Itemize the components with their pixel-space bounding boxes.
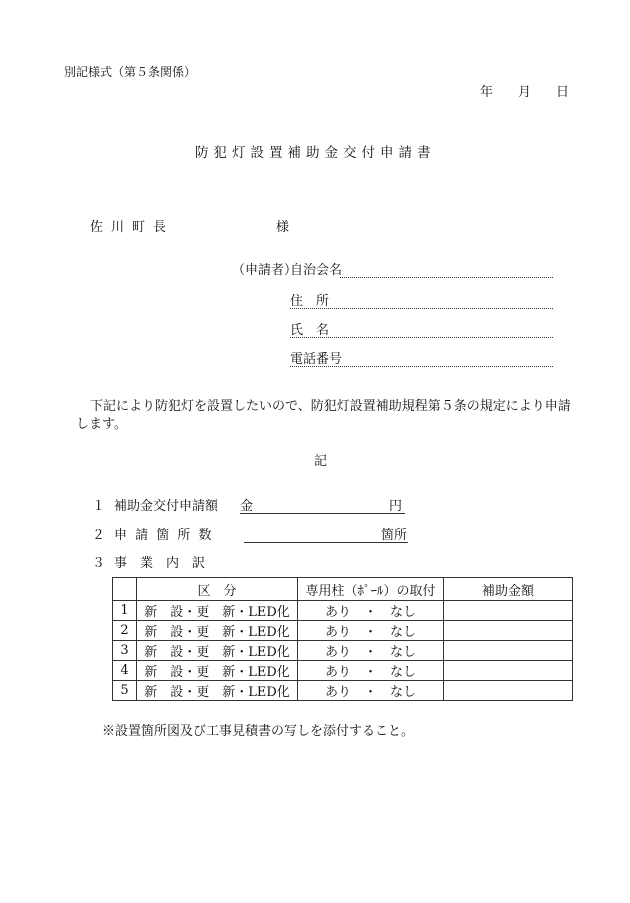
row-kind-options[interactable]: 新 設・更 新・LED化 (137, 601, 298, 621)
body-text-line2: します。 (76, 417, 127, 432)
header-pole: 専用柱（ﾎﾟｰﾙ）の取付 (298, 578, 444, 601)
association-input-line[interactable] (340, 277, 553, 278)
applicant-label: （申請者） (232, 263, 298, 278)
date-day: 日 (556, 85, 570, 100)
item2-number: ２ (92, 528, 106, 543)
body-text-line1: 下記により防犯灯を設置したいので、防犯灯設置補助規程第５条の規定により申請 (90, 399, 571, 414)
amount-input-line[interactable] (240, 513, 405, 514)
header-kubun: 区 分 (137, 578, 298, 601)
applicant-field-address: 住 所 (290, 294, 330, 309)
row-pole-options[interactable]: あり ・ なし (298, 601, 444, 621)
item1-unit: 円 (389, 499, 403, 514)
date-year: 年 (480, 85, 494, 100)
addressee-honorific: 様 (276, 220, 290, 235)
name-input-line[interactable] (290, 337, 553, 338)
ki-heading: 記 (314, 454, 328, 469)
applicant-field-association: 自治会名 (290, 263, 343, 278)
applicant-field-name: 氏 名 (290, 323, 330, 338)
row-pole-options[interactable]: あり ・ なし (298, 621, 444, 641)
address-input-line[interactable] (290, 308, 553, 309)
row-pole-options[interactable]: あり ・ なし (298, 641, 444, 661)
item1-number: １ (92, 499, 106, 514)
table-row (113, 661, 573, 681)
breakdown-table (112, 577, 573, 701)
item2-label: 申 請 箇 所 数 (114, 528, 214, 543)
page-title: 防犯灯設置補助金交付申請書 (195, 145, 436, 161)
attachment-note: ※設置箇所図及び工事見積書の写しを添付すること。 (102, 724, 415, 739)
header-number-cell (113, 578, 137, 601)
row-amount-cell[interactable] (444, 621, 573, 641)
row-amount-cell[interactable] (444, 681, 573, 701)
row-pole-options[interactable]: あり ・ なし (298, 681, 444, 701)
row-amount-cell[interactable] (444, 661, 573, 681)
location-count-input-line[interactable] (244, 542, 408, 543)
table-row (113, 681, 573, 701)
row-number: 5 (113, 681, 137, 701)
date-month: 月 (518, 85, 532, 100)
row-kind-options[interactable]: 新 設・更 新・LED化 (137, 621, 298, 641)
row-pole-options[interactable]: あり ・ なし (298, 661, 444, 681)
table-header-row (113, 578, 573, 601)
item1-prefix: 金 (240, 499, 254, 514)
row-number: 2 (113, 621, 137, 641)
table-row (113, 641, 573, 661)
row-amount-cell[interactable] (444, 641, 573, 661)
row-kind-options[interactable]: 新 設・更 新・LED化 (137, 681, 298, 701)
form-label: 別記様式（第５条関係） (64, 65, 197, 79)
applicant-field-phone: 電話番号 (290, 352, 343, 367)
phone-input-line[interactable] (290, 366, 553, 367)
addressee-name: 佐川町長 (90, 220, 175, 235)
table-row (113, 601, 573, 621)
item1-label: 補助金交付申請額 (114, 499, 219, 514)
item3-number: ３ (92, 556, 106, 571)
row-number: 4 (113, 661, 137, 681)
row-kind-options[interactable]: 新 設・更 新・LED化 (137, 661, 298, 681)
item3-label: 事 業 内 訳 (114, 556, 206, 571)
row-number: 1 (113, 601, 137, 621)
row-number: 3 (113, 641, 137, 661)
table-row (113, 621, 573, 641)
item2-unit: 箇所 (381, 528, 408, 543)
header-amount: 補助金額 (444, 578, 573, 601)
row-amount-cell[interactable] (444, 601, 573, 621)
row-kind-options[interactable]: 新 設・更 新・LED化 (137, 641, 298, 661)
